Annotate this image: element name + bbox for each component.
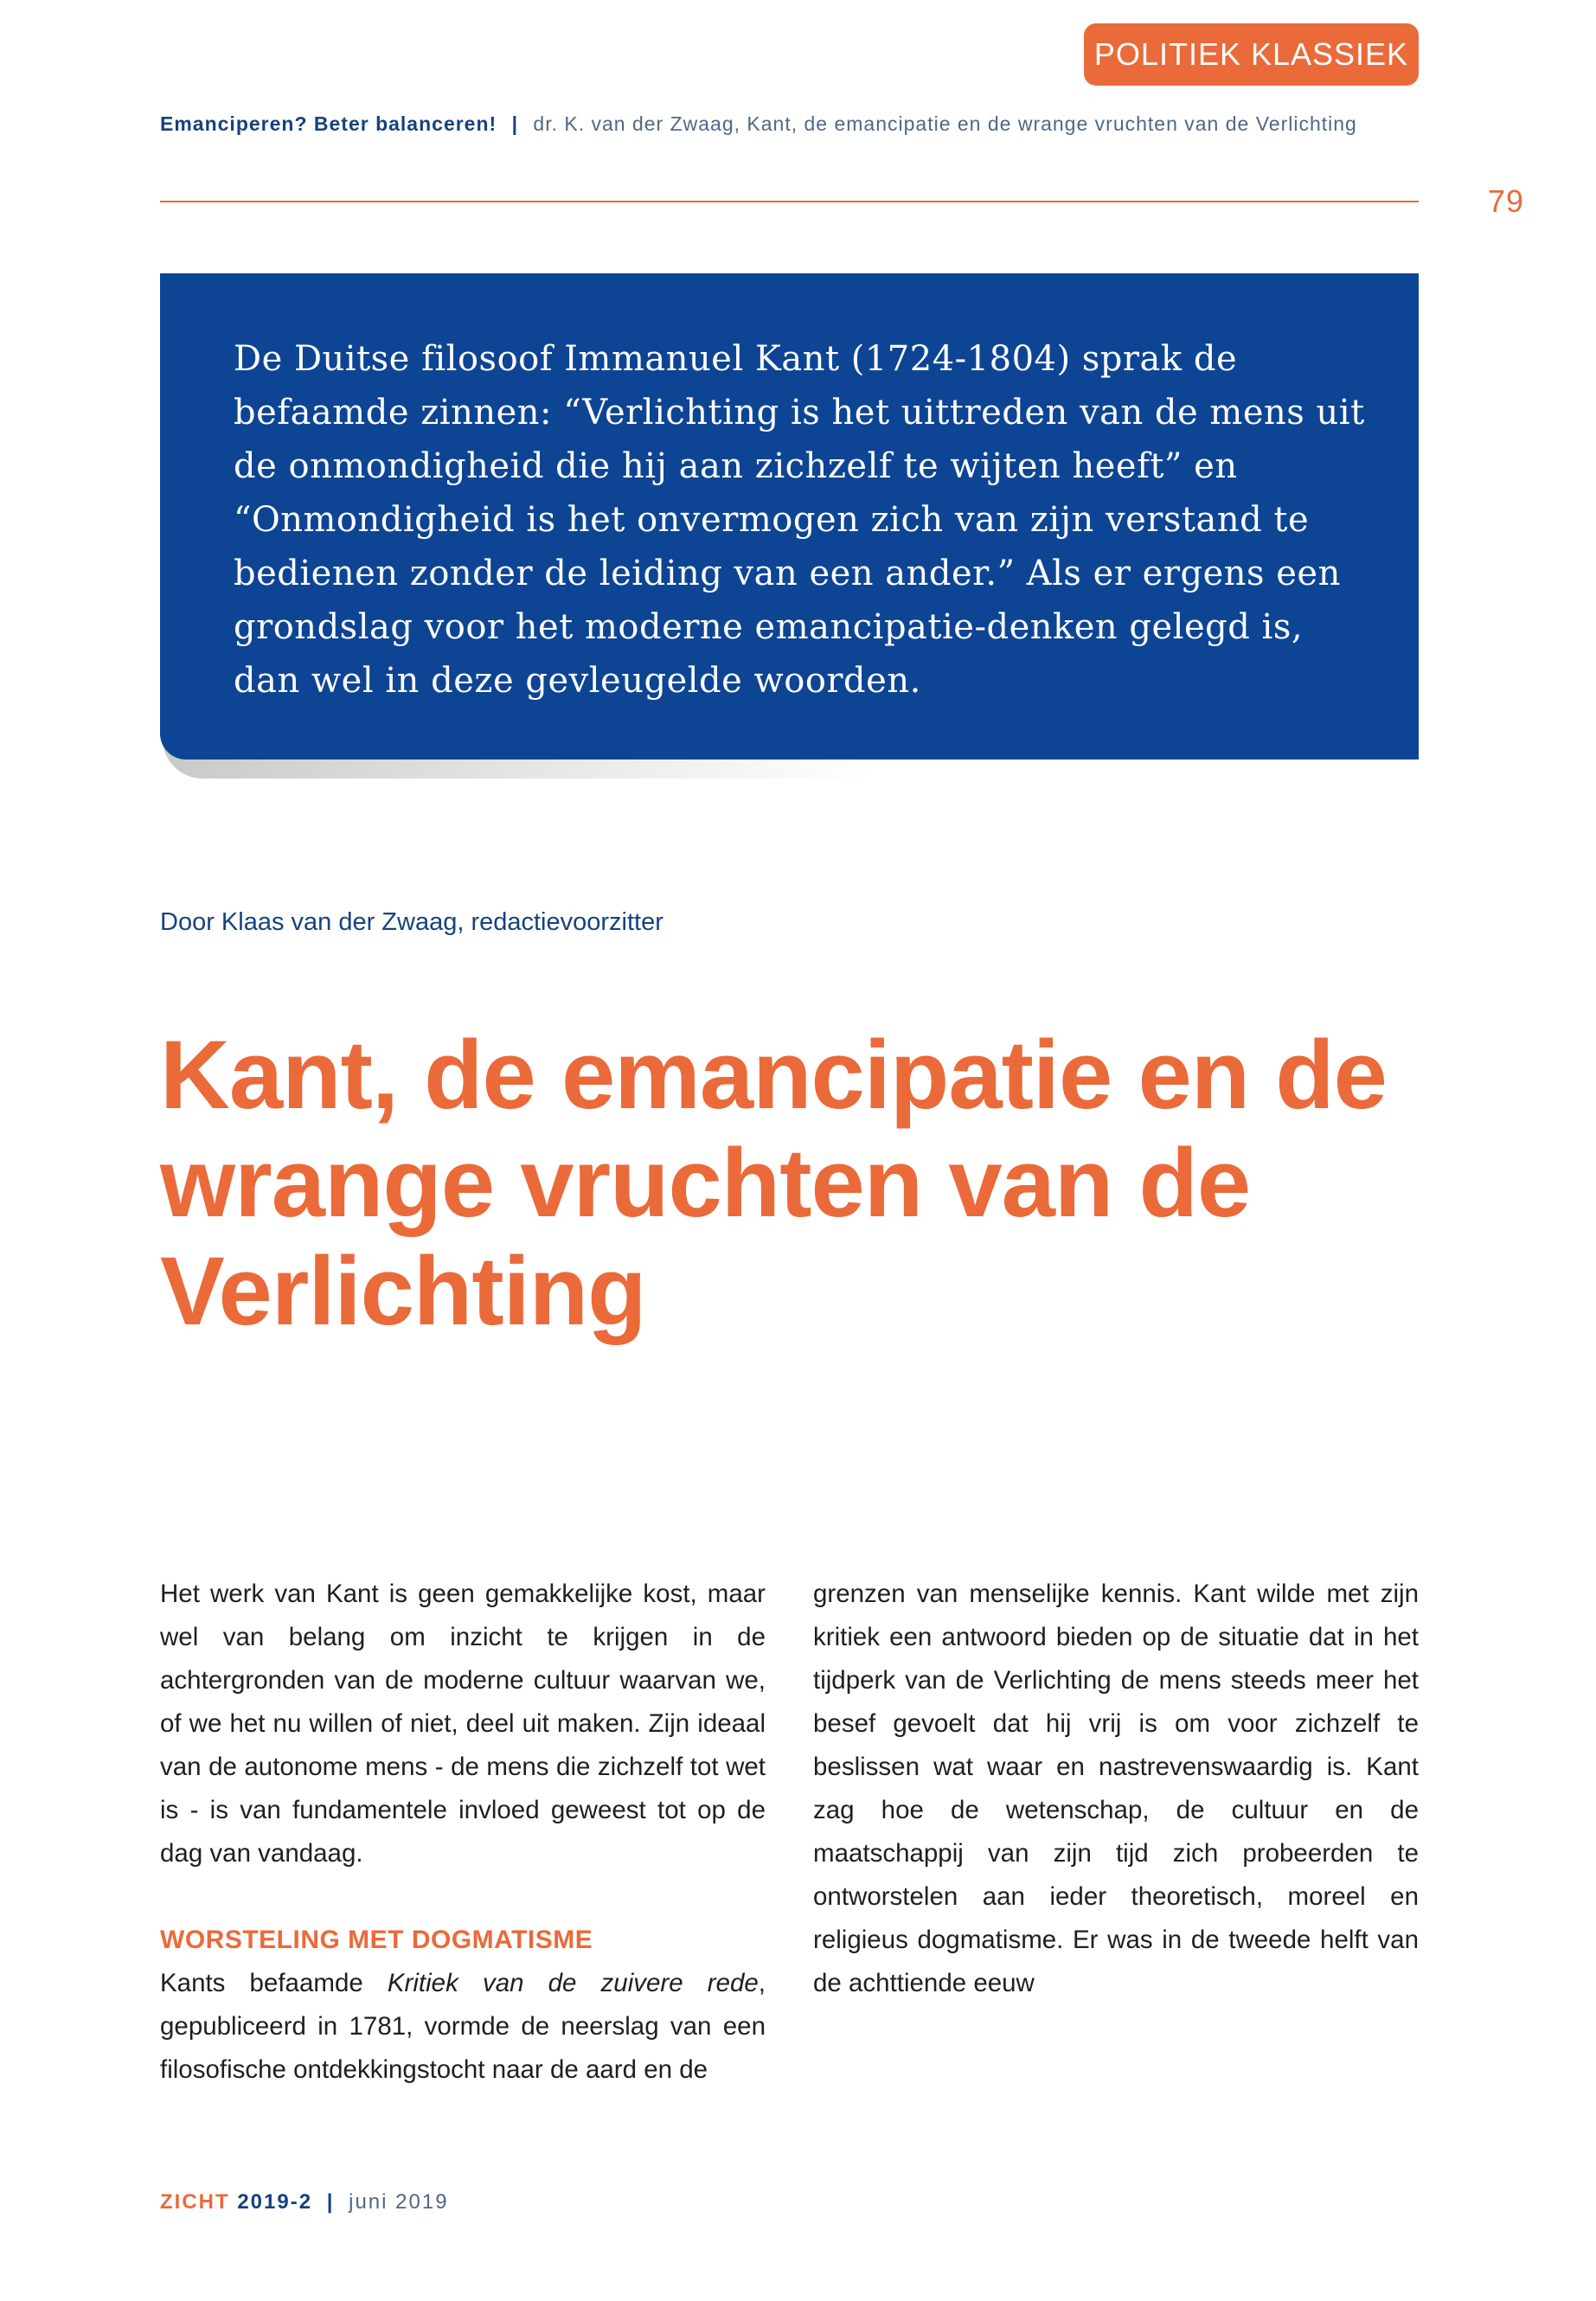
body-paragraph-2-continued: grenzen van menselijke kennis. Kant wilde met zijn kritiek een antwoord bieden op de situatie dat in het tijdperk van de Verlichting de mens steeds meer het besef gevoelt dat hij vrij is om voor zichzelf te beslissen wat waar en nastrevenswaardig is. Kant zag hoe de wetenschap, de cultuur en de maatschappij van zijn tijd zich probeerden te ontworstelen aan ieder theoretisch, moreel en religieus dogmatisme. Er was in de tweede helft van de achttiende eeuw <box>813 1580 1419 1997</box>
book-title: Kritiek van de zuivere rede <box>387 1969 759 1997</box>
section-subheading: WORSTELING MET DOGMATISME <box>160 1926 593 1954</box>
footer-issue: 2019-2 <box>237 2190 313 2214</box>
page-number: 79 <box>1488 183 1525 219</box>
body-paragraph-2 <box>160 1962 766 2092</box>
byline: Door Klaas van der Zwaag, redactievoorzitter <box>160 908 663 936</box>
body-column-left <box>160 1573 766 2092</box>
article-headline: Kant, de emancipatie en de wrange vruchten van de Verlichting <box>160 1021 1387 1345</box>
intro-box <box>160 273 1419 760</box>
footer-separator: | <box>326 2190 335 2214</box>
body-paragraph: Het werk van Kant is geen gemakkelijke kost, maar wel van belang om inzicht te krijgen in de achtergronden van de moderne cultuur waarvan we, of we het nu willen of niet, deel uit maken. Zijn ideaal van de autonome mens - de mens die zichzelf tot wet is - is van fundamentele invloed geweest tot op de dag van vandaag. <box>160 1580 766 1868</box>
body-column-right <box>813 1573 1419 2005</box>
running-head-title: Emanciperen? Beter balanceren! <box>160 112 497 135</box>
section-tag: POLITIEK KLASSIEK <box>1084 23 1419 86</box>
intro-text: De Duitse filosoof Immanuel Kant (1724-1804) sprak de befaamde zinnen: “Verlichting is het uittreden van de mens uit de onmondigheid die hij aan zichzelf te wijten heeft” en “Onmondigheid is het onvermogen zich van zijn verstand te bedienen zonder de leiding van een ander.” Als er ergens een grondslag voor het moderne emancipatie-denken gelegd is, dan wel in deze gevleugelde woorden. <box>234 339 1365 701</box>
body-text-run: , gepubliceerd in 1781, vormde de neerslag van een filosofische ontdekkingstocht naar de aard en de <box>160 1969 766 2084</box>
running-head <box>160 112 1423 136</box>
header-rule <box>160 201 1419 202</box>
running-head-subtitle: dr. K. van der Zwaag, Kant, de emancipatie en de wrange vruchten van de Verlichting <box>533 112 1357 135</box>
footer-brand: ZICHT <box>160 2190 230 2214</box>
running-head-separator: | <box>511 112 519 135</box>
footer-date: juni 2019 <box>349 2190 449 2214</box>
body-text-run: Kants befaamde <box>160 1969 388 1997</box>
footer <box>160 2190 449 2214</box>
